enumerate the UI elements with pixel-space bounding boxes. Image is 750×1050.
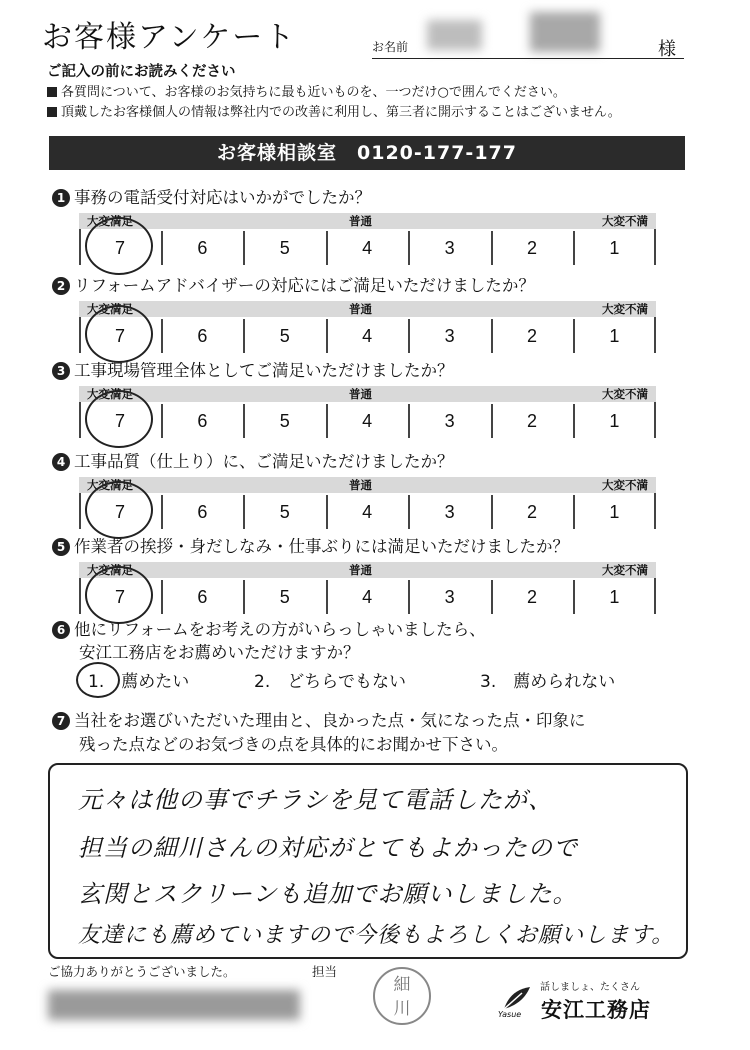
staff-name-redaction: [48, 990, 300, 1020]
question-number-badge: 3: [52, 362, 70, 380]
leaf-logo-icon: [500, 983, 534, 1013]
scale-label-right: 大変不満: [602, 387, 648, 401]
rating-option-7[interactable]: 7: [79, 404, 163, 438]
question-number-badge: 5: [52, 538, 70, 556]
question-number-badge: 7: [52, 712, 70, 730]
rating-scale: [79, 386, 656, 442]
rating-option-4[interactable]: 4: [326, 319, 410, 353]
rating-scale: [79, 562, 656, 618]
rating-option-4[interactable]: 4: [326, 231, 410, 265]
thanks-text: ご協力ありがとうございました。: [48, 964, 236, 979]
seal-text: 細 川: [393, 975, 411, 1019]
option-neutral[interactable]: 2. どちらでもない: [254, 672, 407, 692]
question-number-badge: 2: [52, 277, 70, 295]
selected-rating-circle: [85, 390, 153, 448]
rating-option-6[interactable]: 6: [161, 231, 245, 265]
scale-label-middle: 普通: [349, 478, 372, 492]
question-6: [52, 616, 486, 640]
name-redaction-2: [530, 12, 600, 52]
rating-option-5[interactable]: 5: [244, 580, 328, 614]
rating-option-3[interactable]: 3: [409, 404, 493, 438]
intro-heading: ご記入の前にお読みください: [47, 64, 236, 80]
question-text: リフォームアドバイザーの対応にはご満足いただけましたか？: [74, 276, 535, 295]
rating-option-4[interactable]: 4: [326, 580, 410, 614]
intro-bullet: [47, 81, 566, 100]
scale-label-middle: 普通: [349, 302, 372, 316]
scale-label-middle: 普通: [349, 563, 372, 577]
rating-option-1[interactable]: 1: [609, 411, 620, 431]
rating-option-1[interactable]: 1: [609, 502, 620, 522]
rating-scale: [79, 301, 656, 357]
question-number-badge: 4: [52, 453, 70, 471]
comment-line: 友達にも薦めていますので今後もよろしくお願いします。: [78, 923, 675, 948]
question-text: 他にリフォームをお考えの方がいらっしゃいましたら、: [74, 620, 486, 639]
comment-line: 玄関とスクリーンも追加でお願いしました。: [78, 880, 578, 908]
rating-option-5[interactable]: 5: [244, 319, 328, 353]
comment-line: 担当の細川さんの対応がとてもよかったので: [78, 834, 578, 862]
scale-label-middle: 普通: [349, 214, 372, 228]
question-text: 工事品質（仕上り）に、ご満足いただけましたか？: [74, 452, 454, 471]
rating-option-7[interactable]: 7: [79, 495, 163, 529]
intro-bullet-text: 各質問について、お客様のお気持ちに最も近いものを、一つだけ○で囲んでください。: [61, 85, 566, 100]
rating-scale: [79, 213, 656, 269]
scale-label-left: 大変満足: [87, 387, 133, 401]
rating-option-2[interactable]: 2: [491, 319, 575, 353]
question-1: [52, 184, 371, 208]
rating-option-2[interactable]: 2: [491, 580, 575, 614]
rating-option-3[interactable]: 3: [409, 495, 493, 529]
question-text: 工事現場管理全体としてご満足いただけましたか？: [74, 361, 454, 380]
selected-rating-circle: [85, 305, 153, 363]
scale-label-left: 大変満足: [87, 214, 133, 228]
selected-rating-circle: [85, 481, 153, 539]
rating-option-6[interactable]: 6: [161, 319, 245, 353]
question-text: 作業者の挨拶・身だしなみ・仕事ぶりには満足いただけましたか？: [74, 537, 569, 556]
rating-option-1[interactable]: 1: [609, 587, 620, 607]
square-bullet-icon: [47, 87, 57, 97]
rating-option-3[interactable]: 3: [409, 231, 493, 265]
staff-seal-stamp: [373, 967, 431, 1025]
rating-option-2[interactable]: 2: [491, 404, 575, 438]
question-number-badge: 6: [52, 621, 70, 639]
name-label: お名前: [372, 40, 409, 54]
rating-option-4[interactable]: 4: [326, 495, 410, 529]
rating-option-6[interactable]: 6: [161, 580, 245, 614]
scale-label-right: 大変不満: [602, 563, 648, 577]
rating-option-2[interactable]: 2: [491, 495, 575, 529]
comment-line: 元々は他の事でチラシを見て電話したが、: [78, 786, 553, 814]
rating-option-5[interactable]: 5: [244, 495, 328, 529]
honorific: 様: [658, 39, 676, 60]
scale-label-right: 大変不満: [602, 214, 648, 228]
scale-label-left: 大変満足: [87, 478, 133, 492]
scale-label-right: 大変不満: [602, 302, 648, 316]
rating-option-6[interactable]: 6: [161, 495, 245, 529]
question-7-line2: 残った点などのお気づきの点を具体的にお聞かせ下さい。: [79, 735, 508, 754]
option-not-recommend[interactable]: 3. 薦められない: [480, 672, 616, 692]
rating-scale: [79, 477, 656, 533]
question-2: [52, 272, 535, 296]
question-5: [52, 533, 569, 557]
rating-option-5[interactable]: 5: [244, 404, 328, 438]
contact-banner: お客様相談室 0120-177-177: [49, 136, 685, 170]
rating-option-3[interactable]: 3: [409, 580, 493, 614]
rating-option-7[interactable]: 7: [79, 231, 163, 265]
rating-option-6[interactable]: 6: [161, 404, 245, 438]
logo-subtext: Yasue: [498, 1010, 522, 1019]
question-text: 当社をお選びいただいた理由と、良かった点・気になった点・印象に: [74, 711, 586, 730]
rating-option-7[interactable]: 7: [79, 319, 163, 353]
rating-option-1[interactable]: 1: [609, 326, 620, 346]
question-3: [52, 357, 454, 381]
rating-option-5[interactable]: 5: [244, 231, 328, 265]
intro-bullet: [47, 101, 621, 120]
question-text: 事務の電話受付対応はいかがでしたか？: [74, 188, 371, 207]
company-logo-name: 安江工務店: [541, 998, 651, 1022]
scale-label-middle: 普通: [349, 387, 372, 401]
scale-label-left: 大変満足: [87, 302, 133, 316]
question-4: [52, 448, 454, 472]
staff-label: 担当: [312, 964, 338, 979]
name-redaction-1: [427, 20, 482, 50]
rating-option-2[interactable]: 2: [491, 231, 575, 265]
name-underline: [372, 58, 684, 59]
logo-tagline: 話しましょ、たくさん: [540, 982, 640, 993]
rating-option-1[interactable]: 1: [609, 238, 620, 258]
rating-option-7[interactable]: 7: [79, 580, 163, 614]
rating-option-4[interactable]: 4: [326, 404, 410, 438]
selected-rating-circle: [85, 217, 153, 275]
question-number-badge: 1: [52, 189, 70, 207]
square-bullet-icon: [47, 107, 57, 117]
option-recommend[interactable]: 1. 薦めたい: [88, 672, 190, 692]
scale-label-right: 大変不満: [602, 478, 648, 492]
question-7: [52, 707, 586, 731]
rating-option-3[interactable]: 3: [409, 319, 493, 353]
survey-title: お客様アンケート: [42, 20, 297, 55]
question-6-line2: 安江工務店をお薦めいただけますか？: [79, 643, 360, 662]
scale-label-left: 大変満足: [87, 563, 133, 577]
intro-bullet-text: 頂戴したお客様個人の情報は弊社内での改善に利用し、第三者に開示することはございません。: [61, 105, 621, 120]
